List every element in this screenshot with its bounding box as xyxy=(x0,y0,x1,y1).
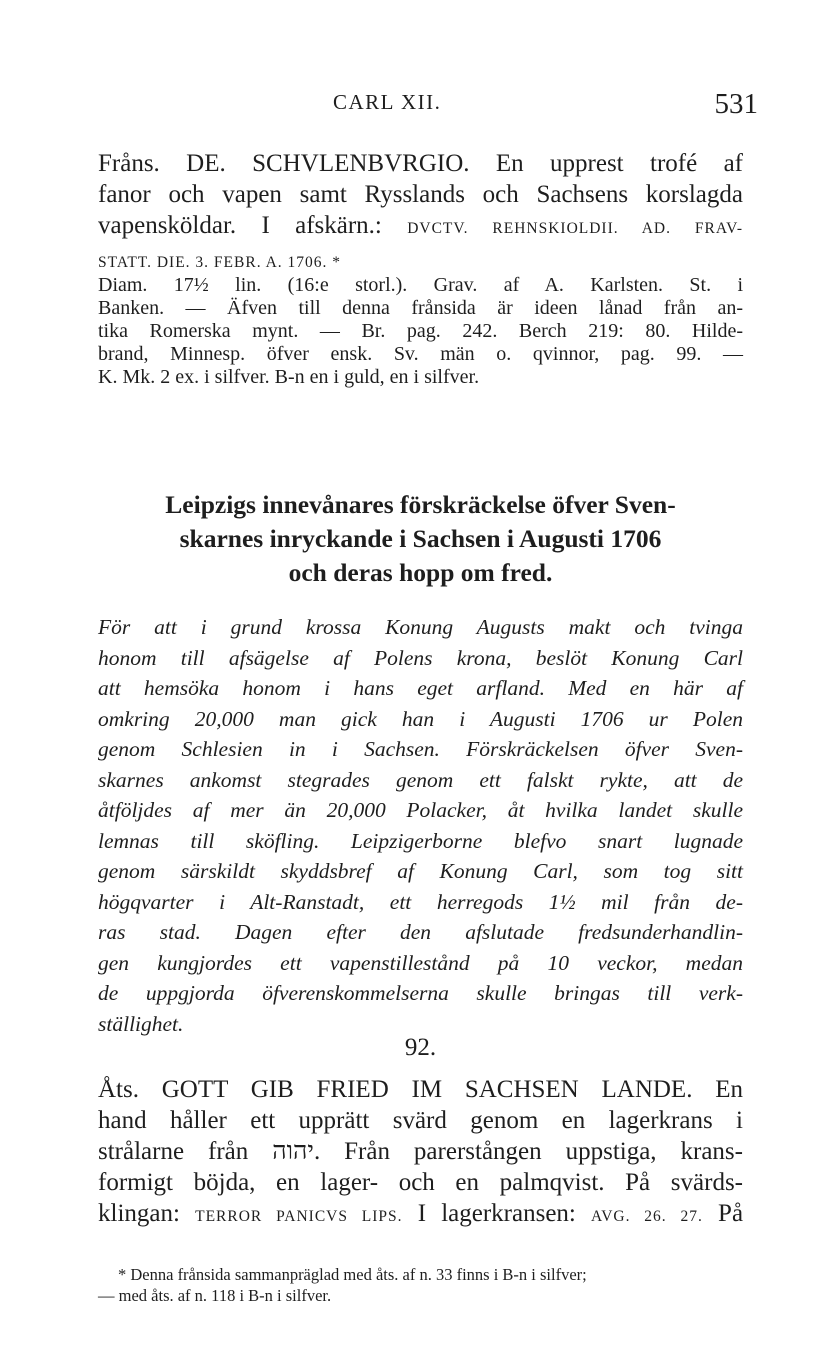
heading-line: och deras hopp om fred. xyxy=(288,558,553,587)
text-line: fanor och vapen samt Rysslands och Sachsens korslagda xyxy=(98,181,743,208)
text-segment: I lagerkransen: xyxy=(417,1200,576,1227)
footnote-line: * Denna frånsida sammanpräglad med åts. af n. 33 finns i B-n i silfver; xyxy=(118,1265,587,1284)
narrative-line: att hemsöka honom i hans eget arfland. Med en här af xyxy=(98,676,743,700)
narrative-line: de uppgjorda öfverenskommelserna skulle bringas till verk- xyxy=(98,981,743,1005)
footnote xyxy=(98,1264,743,1306)
narrative-line: honom till afsägelse af Polens krona, beslöt Konung Carl xyxy=(98,645,743,670)
narrative-line: omkring 20,000 man gick han i Augusti 1706 ur Polen xyxy=(98,706,743,731)
text-line xyxy=(98,244,743,278)
heading-line: skarnes inryckande i Sachsen i Augusti 1706 xyxy=(179,524,662,553)
text-segment: klingan: xyxy=(98,1200,180,1227)
running-head: CARL XII. xyxy=(333,90,442,114)
section-heading xyxy=(98,488,743,590)
narrative-line: ras stad. Dagen efter den afslutade fredsunderhandlin- xyxy=(98,920,743,944)
blade-legend: TERROR PANICVS LIPS. xyxy=(195,1208,403,1225)
note-line: K. Mk. 2 ex. i silfver. B-n en i guld, en i silfver. xyxy=(98,366,480,388)
note-line: tika Romerska mynt. — Br. pag. 242. Berch 219: 80. Hilde- xyxy=(98,320,743,342)
text-line: hand håller ett upprätt svärd genom en lagerkrans i xyxy=(98,1107,743,1134)
wreath-legend: AVG. 26. 27. xyxy=(591,1208,703,1225)
footnote-line: — med åts. af n. 118 i B-n i silfver. xyxy=(98,1286,332,1305)
narrative-line: genom särskildt skyddsbref af Konung Carl, som tog sitt xyxy=(98,859,743,883)
exergue-legend-end: STATT. DIE. 3. FEBR. A. 1706. * xyxy=(98,254,342,271)
medal-description-92 xyxy=(98,1074,743,1232)
page-header xyxy=(98,88,758,128)
text-line: Åts. GOTT GIB FRIED IM SACHSEN LANDE. En xyxy=(98,1076,743,1103)
heading-line: Leipzigs innevånares förskräckelse öfver Sven- xyxy=(165,490,676,519)
narrative-line: genom Schlesien in i Sachsen. Förskräckelsen öfver Sven- xyxy=(98,737,743,761)
text-line: strålarne från יהוה. Från parerstången uppstiga, krans- xyxy=(98,1138,743,1165)
exergue-legend: DVCTV. REHNSKIOLDII. AD. FRAV- xyxy=(407,220,743,237)
narrative-line: högqvarter i Alt-Ranstadt, ett herregods 1½ mil från de- xyxy=(98,889,743,914)
narrative-line: skarnes ankomst stegrades genom ett falskt rykte, att de xyxy=(98,767,743,792)
text-line: Fråns. DE. SCHVLENBVRGIO. En upprest trofé af xyxy=(98,150,743,177)
text-line xyxy=(98,1198,743,1232)
narrative-line: gen kungjordes ett vapenstillestånd på 10 veckor, medan xyxy=(98,950,743,975)
narrative-line: åtföljdes af mer än 20,000 Polacker, åt hvilka landet skulle xyxy=(98,798,743,822)
historical-narrative xyxy=(98,612,743,1039)
medal-notes-91 xyxy=(98,274,743,389)
narrative-line: lemnas till sköfling. Leipzigerborne blefvo snart lugnade xyxy=(98,828,743,853)
text-segment: På xyxy=(718,1200,744,1227)
item-number: 92. xyxy=(404,1034,437,1061)
text-line: formigt böjda, en lager- och en palmqvist. På svärds- xyxy=(98,1169,743,1196)
narrative-line: För att i grund krossa Konung Augusts makt och tvinga xyxy=(98,615,743,639)
note-line: Banken. — Äfven till denna frånsida är ideen lånad från an- xyxy=(98,297,743,319)
note-line: Diam. 17½ lin. (16:e storl.). Grav. af A. Karlsten. St. i xyxy=(98,274,743,296)
text-line xyxy=(98,210,743,244)
note-line: brand, Minnesp. öfver ensk. Sv. män o. qvinnor, pag. 99. — xyxy=(98,343,743,365)
text-segment: vapensköldar. I afskärn.: xyxy=(98,212,382,239)
narrative-line: ställighet. xyxy=(98,1011,184,1036)
medal-description-91 xyxy=(98,148,743,278)
page-number: 531 xyxy=(714,88,758,120)
